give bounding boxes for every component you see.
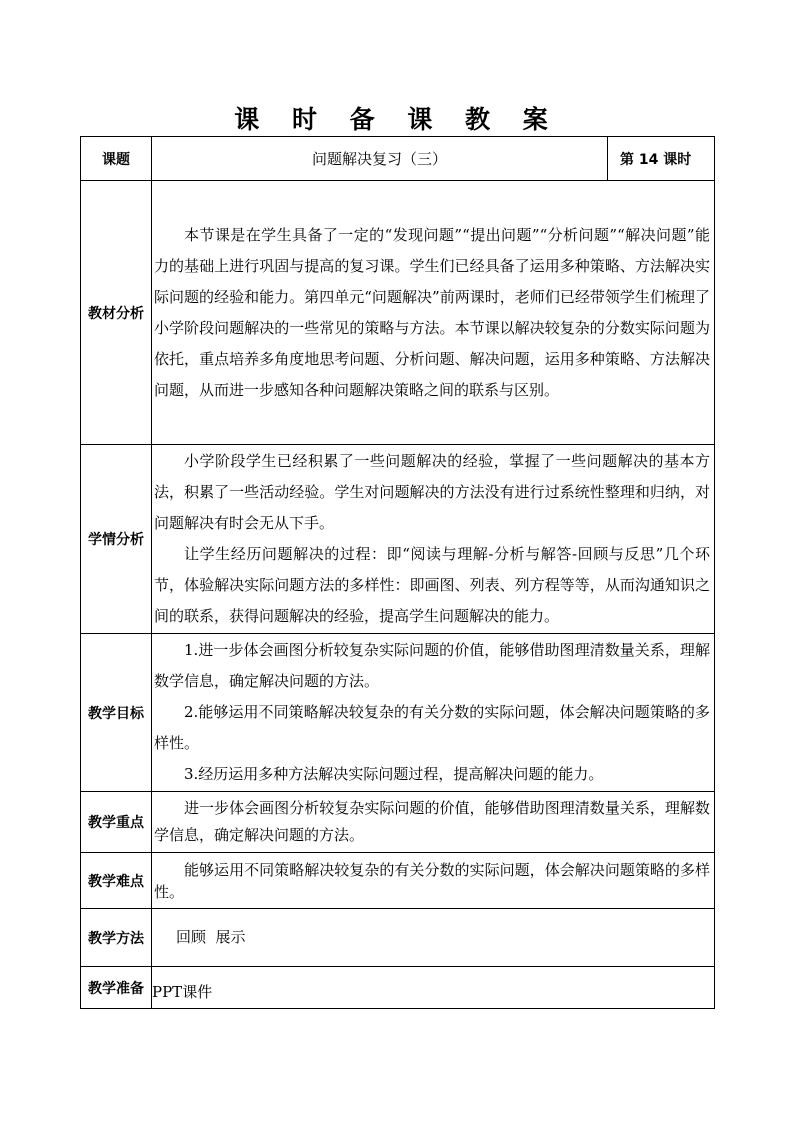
topic-value: 问题解决复习（三） <box>152 137 608 181</box>
goals-row <box>81 634 715 792</box>
difficulty-row <box>81 853 715 909</box>
topic-label: 课题 <box>81 137 152 181</box>
method-row <box>81 909 715 967</box>
students-label: 学情分析 <box>81 445 152 634</box>
students-row <box>81 445 715 634</box>
key-label: 教学重点 <box>81 792 152 853</box>
goals-label: 教学目标 <box>81 634 152 792</box>
difficulty-label: 教学难点 <box>81 853 152 909</box>
key-paragraph: 进一步体会画图分析较复杂实际问题的价值，能够借助图理清数量关系，理解数学信息，确定解决问题的方法。 <box>154 799 710 844</box>
period-value: 第 14 课时 <box>608 137 715 181</box>
prep-row <box>81 967 715 1009</box>
key-row <box>81 792 715 853</box>
goal-item-1: 1.进一步体会画图分析较复杂实际问题的价值，能够借助图理清数量关系，理解数学信息，确定解决问题的方法。 <box>154 641 710 690</box>
document-title: 课 时 备 课 教 案 <box>234 105 560 134</box>
goals-content <box>152 634 715 792</box>
material-paragraph: 本节课是在学生具备了一定的“发现问题”“提出问题”“分析问题”“解决问题”能力的基础上进行巩固与提高的复习课。学生们已经具备了运用多种策略、方法解决实际问题的经验和能力。第四单元“问题解决”前两课时，老师们已经带领学生们梳理了小学阶段问题解决的一些常见的策略与方法。本节课以解决较复杂的分数实际问题为依托，重点培养多角度地思考问题、分析问题、解决问题，运用多种策略、方法解决问题，从而进一步感知各种问题解决策略之间的联系与区别。 <box>154 225 710 399</box>
prep-label: 教学准备 <box>81 967 152 1009</box>
students-paragraph-1: 小学阶段学生已经积累了一些问题解决的经验，掌握了一些问题解决的基本方法，积累了一些活动经验。学生对问题解决的方法没有进行过系统性整理和归纳，对问题解决有时会无从下手。 <box>154 452 710 532</box>
lesson-plan-table <box>80 136 715 1009</box>
prep-content <box>152 967 715 1009</box>
goal-item-2: 2.能够运用不同策略解决较复杂的有关分数的实际问题，体会解决问题策略的多样性。 <box>154 703 710 752</box>
method-label: 教学方法 <box>81 909 152 967</box>
students-paragraph-2: 让学生经历问题解决的过程：即“阅读与理解-分析与解答-回顾与反思”几个环节，体验解决实际问题方法的多样性：即画图、列表、列方程等等，从而沟通知识之间的联系，获得问题解决的经验，提高学生问题解决的能力。 <box>154 545 710 625</box>
prep-text: PPT课件 <box>152 983 213 1001</box>
material-row <box>81 181 715 445</box>
difficulty-paragraph: 能够运用不同策略解决较复杂的有关分数的实际问题，体会解决问题策略的多样性。 <box>154 860 710 901</box>
key-content <box>152 792 715 853</box>
method-text: 回顾 展示 <box>176 928 246 946</box>
method-content <box>152 909 715 967</box>
material-label: 教材分析 <box>81 181 152 445</box>
students-content <box>152 445 715 634</box>
difficulty-content <box>152 853 715 909</box>
goal-item-3: 3.经历运用多种方法解决实际问题过程，提高解决问题的能力。 <box>184 765 604 783</box>
header-row <box>81 137 715 181</box>
material-content <box>152 181 715 445</box>
